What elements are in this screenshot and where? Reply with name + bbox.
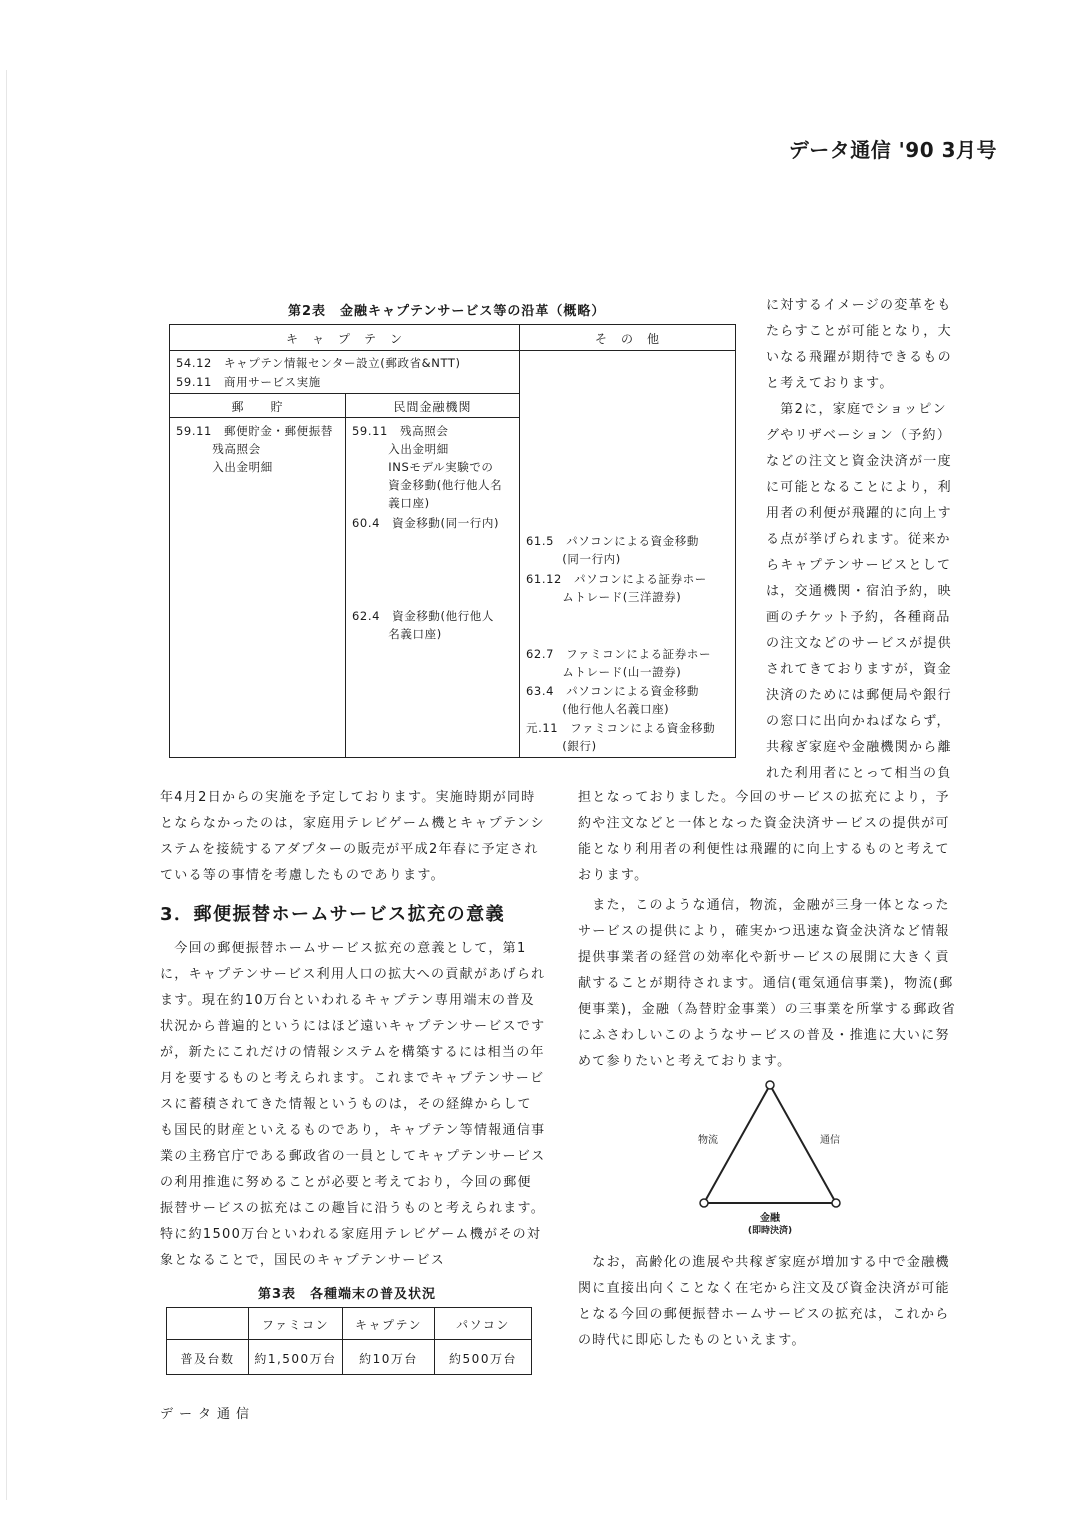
- text-line: たらすことが可能となり，大: [766, 324, 952, 339]
- table2-sub-column-divider: [345, 393, 346, 757]
- table3: [166, 1307, 532, 1375]
- text-line: 共稼ぎ家庭や金融機関から離: [766, 740, 952, 755]
- table3-cell: 約10万台: [359, 1352, 418, 1366]
- table3-col-header: パソコン: [456, 1318, 510, 1332]
- table2-postal-line: 59.11 郵便貯金・郵便振替: [176, 424, 333, 438]
- table2-common-row: 59.11 商用サービス実施: [176, 375, 321, 389]
- table2-other-line: 61.5 パソコンによる資金移動: [526, 534, 699, 548]
- text-line: に可能となることにより，利: [766, 480, 952, 495]
- text-line: などの注文と資金決済が一度: [766, 454, 952, 469]
- text-line: と考えております。: [766, 376, 894, 391]
- table2-other-line: (他行他人名義口座): [526, 702, 670, 716]
- table2-other-line: 63.4 パソコンによる資金移動: [526, 684, 699, 698]
- table2-subhead-postal: 郵 貯: [231, 400, 284, 414]
- table2-private-line: 62.4 資金移動(他行他人: [352, 609, 494, 623]
- text-line: いなる飛躍が期待できるもの: [766, 350, 952, 365]
- table3-caption: 第3表 各種端末の普及状況: [258, 1287, 437, 1302]
- right-narrow-column: [766, 293, 966, 787]
- paragraph: 担となっておりました。今回のサービスの拡充により，予約や注文などと一体となった資金決済サービスの提供が可能となり利用者の利便性は飛躍的に向上するものと考えております。: [578, 790, 950, 883]
- table3-cell: 約500万台: [449, 1352, 517, 1366]
- table2-other-line: (同一行内): [526, 552, 621, 566]
- diagram-label-logistics: 物流: [698, 1135, 718, 1146]
- page-footer: データ通信: [160, 1407, 256, 1422]
- paragraph: なお，高齢化の進展や共稼ぎ家庭が増加する中で金融機関に直接出向くことなく在宅から注文及び資金決済が可能となる今回の郵便振替ホームサービスの拡充は，これからの時代に即応したものといえます。: [578, 1255, 950, 1348]
- table2-other-line: 元.11 ファミコンによる資金移動: [526, 721, 716, 735]
- table2-postal-line: 残高照会: [176, 442, 261, 456]
- table2-private-line: 59.11 残高照会: [352, 424, 449, 438]
- text-line: グやリザベーション（予約）: [766, 428, 952, 443]
- diagram-label-finance-sub: (即時決済): [747, 1226, 793, 1236]
- page-edge: [6, 70, 7, 1500]
- table2-postal-line: 入出金明細: [176, 460, 273, 474]
- right-paragraph-3: [578, 1250, 958, 1354]
- text-line: は，交通機関・宿泊予約，映: [766, 584, 952, 599]
- table2-head-other: そ の 他: [594, 332, 660, 346]
- text-line: されてきておりますが，資金: [766, 662, 952, 677]
- diagram-triangle: [704, 1085, 836, 1203]
- text-line: らキャプテンサービスとして: [766, 558, 952, 573]
- diagram-label-communication: 通信: [820, 1135, 840, 1146]
- table2-other-line: ムトレード(山一證券): [526, 665, 682, 679]
- table2-private-line: 名義口座): [352, 627, 442, 641]
- table2-private-line: 資金移動(他行他人名: [352, 478, 503, 492]
- text-line: に対するイメージの変革をも: [766, 298, 952, 313]
- paragraph: また，このような通信，物流，金融が三身一体となったサービスの提供により，確実かつ迅速な資金決済など情報提供事業者の経営の効率化や新サービスの展開に大きく貢献することが期待されます。通信(電気通信事業)，物流(郵便事業)，金融（為替貯金事業）の三事業を所掌する郵政省にふさわしいこのようなサービスの普及・推進に大いに努めて参りたいと考えております。: [578, 898, 957, 1069]
- table2-private-line: 60.4 資金移動(同一行内): [352, 516, 500, 530]
- text-line: れた利用者にとって相当の負: [766, 766, 952, 781]
- table2-other-line: 61.12 パソコンによる証券ホー: [526, 572, 707, 586]
- section-heading: 3．郵便振替ホームサービス拡充の意義: [160, 904, 506, 925]
- paragraph: 年4月2日からの実施を予定しております。実施時期が同時とならなかったのは，家庭用テレビゲーム機とキャプテンシステムを接続するアダプターの販売が平成2年春に予定されている等の事情を考慮したものであります。: [160, 790, 545, 883]
- text-line: 第2に，家庭でショッピン: [766, 402, 947, 417]
- diagram-node-top: [766, 1081, 774, 1089]
- text-line: る点が挙げられます。従来か: [766, 532, 951, 547]
- left-paragraph-2: [160, 936, 546, 1274]
- table2-private-line: 義口座): [352, 496, 430, 510]
- text-line: 決済のためには郵便局や銀行: [766, 688, 952, 703]
- table2-column-divider: [519, 325, 520, 757]
- table2-other-line: ムトレード(三洋證券): [526, 590, 682, 604]
- text-line: 画のチケット予約，各種商品: [766, 610, 951, 625]
- table3-col-header: キャプテン: [355, 1318, 422, 1332]
- table2: [169, 324, 736, 758]
- three-business-diagram: [690, 1075, 860, 1240]
- table2-common-row: 54.12 キャプテン情報センター設立(郵政省&NTT): [176, 356, 461, 370]
- table2-private-line: INSモデル実験での: [352, 460, 494, 474]
- table2-caption: 第2表 金融キャプテンサービス等の沿革（概略）: [288, 304, 606, 319]
- table2-header-divider: [170, 350, 735, 351]
- table2-head-captain: キ ャ プ テ ン: [285, 332, 403, 346]
- table3-cell: 約1,500万台: [254, 1352, 337, 1366]
- diagram-label-finance: 金融: [760, 1213, 780, 1224]
- text-line: の窓口に出向かねばならず，: [766, 714, 951, 729]
- right-body-column: [578, 785, 958, 1075]
- paragraph: 今回の郵便振替ホームサービス拡充の意義として，第1に，キャプテンサービス利用人口の拡大への貢献があげられます。現在約10万台といわれるキャプテン専用端末の普及状況から普遍的というにはほど遠いキャプテンサービスですが，新たにこれだけの情報システムを構築するには相当の年月を要するものと考えられます。これまでキャプテンサービスに蓄積されてきた情報というものは，その経緯からしても国民的財産といえるものであり，キャプテン等情報通信事業の主務官庁である郵政省の一員としてキャプテンサービスの利用推進に努めることが必要と考えており，今回の郵便振替サービスの拡充はこの趣旨に沿うものと考えられます。特に約1500万台といわれる家庭用テレビゲーム機がその対象となることで，国民のキャプテンサービス: [160, 941, 546, 1268]
- table3-col-header: ファミコン: [261, 1318, 330, 1332]
- diagram-node-left: [700, 1199, 708, 1207]
- left-paragraph-1: [160, 785, 546, 889]
- page-header-title: データ通信 '90 3月号: [788, 138, 997, 162]
- table2-subhead-private: 民間金融機関: [393, 400, 472, 414]
- table3-row-divider: [167, 1339, 531, 1340]
- table2-private-line: 入出金明細: [352, 442, 449, 456]
- text-line: の注文などのサービスが提供: [766, 636, 952, 651]
- text-line: 用者の利便が飛躍的に向上す: [766, 506, 952, 521]
- diagram-node-right: [832, 1199, 840, 1207]
- table3-row-label: 普及台数: [180, 1352, 235, 1366]
- table2-other-line: 62.7 ファミコンによる証券ホー: [526, 647, 712, 661]
- table2-other-line: (銀行): [526, 739, 597, 753]
